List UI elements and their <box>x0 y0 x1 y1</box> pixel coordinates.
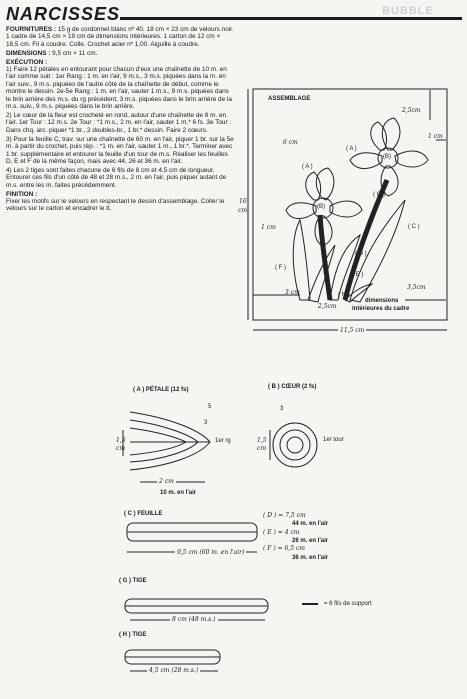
measure-label: cm <box>238 207 248 214</box>
measure-label: 6 cm <box>283 139 298 146</box>
measure-label: cm <box>257 445 267 452</box>
row-label: 3 <box>280 406 284 412</box>
figure-b-title: ( B ) CŒUR (2 fs) <box>268 384 317 390</box>
finition-heading: FINITION : <box>6 190 38 198</box>
stem-right <box>345 180 387 300</box>
figure-a-title: ( A ) PÉTALE (12 fs) <box>133 387 189 393</box>
leaf-f-chain: 36 m. en l'air <box>292 555 329 561</box>
page-title: NARCISSES <box>6 4 121 24</box>
dims-label: intérieures du cadre <box>352 306 410 312</box>
measure-label: 2,5cm <box>402 107 421 114</box>
execution-heading: EXÉCUTION : <box>6 58 48 66</box>
leaf-f <box>293 220 310 300</box>
leaf-e-chain: 26 m. en l'air <box>292 538 329 544</box>
leaf-diagram <box>127 523 257 552</box>
measure-label: 16 <box>239 198 247 205</box>
figure-h-title: ( H ) TIGE <box>119 632 147 638</box>
row-label: 3 <box>204 420 208 426</box>
bleed-through-text: BUBBLE <box>382 5 434 17</box>
step-3: 3) Pour la feuille C, trav. sur une chaînette de 60 m. en l'air, piquer 1 br. sur la 5e m. à partir du crochet, puis rép. : *1 m. en l'air, sauter 1 m., 1 br.*. Terminer avec 1 br. supplémentaire et entourer la feuille d'un tour de m.s. Réaliser les feuilles D, E et F de la même façon, mais avec 44, 26 et 36 m. en l'air. <box>6 135 234 165</box>
assembly-title: ASSEMBLAGE <box>268 96 311 102</box>
measure-label: 3,5cm <box>407 284 426 291</box>
step-2: 2) Le cœur de la fleur est crocheté en rond, autour d'une chaînette de 8 m. en l'air. 1er Tour : 12 m.s. 2e Tour : *1 m.s., 2 m. en l'air, sauter 1 m.* 6 fs. 3e Tour : Dans chq. arc. piquer *1 br., 2 doubles-br., 1 br.* dessin. Faire 2 cœurs. <box>6 111 232 134</box>
measure-label: 2 cm <box>159 478 174 485</box>
finition-paragraph: Fixer les motifs sur le velours en respectant le dessin d'assemblage. Coller le velours sur le carton et encadrer le tt. <box>6 197 225 213</box>
leaf-d-size: ( D ) = 7,5 cm <box>263 512 306 519</box>
heart-diagram <box>270 423 317 467</box>
part-label: ( A ) <box>302 164 313 170</box>
measure-label: 1,5 <box>257 437 267 444</box>
part-label: ( F ) <box>275 265 286 271</box>
step-1: 1) Faire 12 pétales en entourant pour chacun d'eux une chaînette de 10 m. en l'air comme suit : 1er Rang : 1 m. en l'air, 9 m.s., 3 m.s. piquées dans la m. en l'air suiv., 9 m.s. piquées de l'autre côté de la chaînette de début, comme le montre le dessin. 2e-5e Rang : 1 m. en l'air, sauter 1 m.s., 9 m.s. piquées dans le brin arrière des m.s. du rg précédent, 3 m.s. piquées dans le brin arrière de la m.s. suiv., 9 m.s. piquées dans le brin arrière. <box>6 66 232 111</box>
chain-label: 10 m. en l'air <box>160 490 197 496</box>
leaf-e-size: ( E ) = 4 cm <box>263 529 300 536</box>
row-label: 1er tour <box>323 437 344 443</box>
measure-label: 1 cm <box>428 133 443 140</box>
measure-label: 4,5 cm (28 m.s.) <box>149 667 199 674</box>
leaf-f-size: ( F ) = 6,5 cm <box>263 545 305 552</box>
measure-label: 3 cm <box>285 289 300 296</box>
dims-label: dimensions <box>365 298 399 304</box>
measure-label: 1 cm <box>261 224 276 231</box>
step-4: 4) Les 2 tiges sont faites chacune de 6 fils de 8 cm et 4,5 cm de longueur. Entourer ces fils d'un côté de 48 et 28 m.s., 2 m. en l'air, puis piquer autant de m.s. entre les m. faites précédemment. <box>6 166 227 189</box>
measure-label: 8 cm (48 m.s.) <box>172 616 216 623</box>
measure-label: cm <box>116 445 126 452</box>
part-label: ( D ) <box>355 251 367 257</box>
part-label: ( H ) <box>338 292 350 298</box>
row-label: 5 <box>208 404 212 410</box>
measure-label: 9,5 cm (60 m. en l'air) <box>177 549 245 556</box>
figure-c-title: ( C ) FEUILLE <box>124 511 163 517</box>
measure-label: 11,5 cm <box>340 327 365 334</box>
part-label: ( C ) <box>408 224 420 230</box>
row-label: 1er rg <box>215 438 231 444</box>
figure-g-title: ( G ) TIGE <box>119 578 147 584</box>
petal-diagram <box>123 412 210 482</box>
dimensions-paragraph: DIMENSIONS : 9,5 cm × 11 cm. <box>6 49 98 57</box>
part-label: ( E ) <box>352 272 364 278</box>
measure-label: 2,5cm <box>318 303 337 310</box>
part-label: (B) <box>317 204 325 210</box>
measure-label: 1,5 <box>116 437 126 444</box>
stem-g-diagram <box>125 599 318 620</box>
materials-paragraph: FOURNITURES : 15 g de cordonnet blanc nº 40. 18 cm × 23 cm de velours noir. 1 cadre de 14,5 cm × 19 cm de dimensions intérieures. 1 carton de 12 cm × 18,5 cm. Fil à coudre. Colle. Crochet acier nº 1,00. Aiguille à coudre. <box>6 26 234 48</box>
support-legend: = 6 fils de support <box>324 601 372 607</box>
part-label: ( G ) <box>373 192 385 198</box>
stem-left <box>320 215 330 300</box>
part-label: (B) <box>383 154 391 160</box>
leaf-d-chain: 44 m. en l'air <box>292 521 329 527</box>
part-label: ( A ) <box>346 146 357 152</box>
